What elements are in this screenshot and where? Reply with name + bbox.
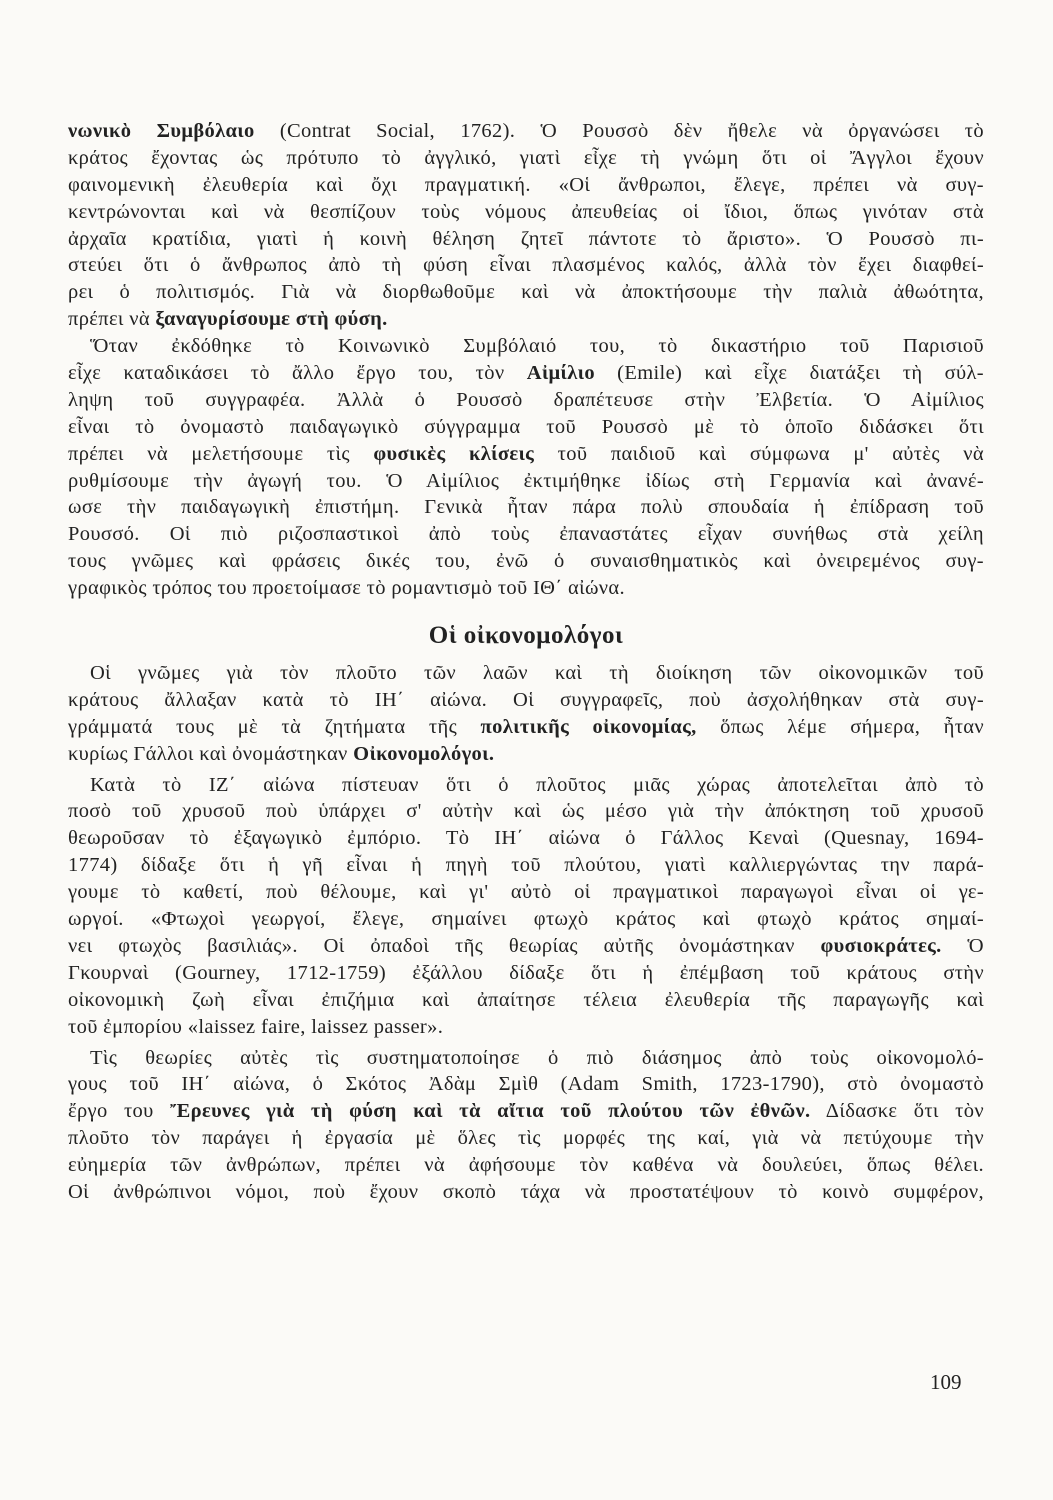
text-span: κυρίως Γάλλοι καὶ ὀνομάστηκαν: [68, 742, 354, 765]
text-span: πρέπει νὰ μελετήσουμε τὶς: [68, 442, 374, 465]
text-line: [68, 987, 984, 1014]
text-span: (Emile) καὶ εἶχε διατάξει τὴ σύλ-: [594, 362, 984, 385]
text-line: [68, 960, 984, 987]
text-span: τοῦ ἐμπορίου «laissez faire, laissez passer».: [68, 1015, 444, 1038]
text-line: [68, 825, 984, 852]
text-span: οἰκονομικὴ ζωὴ εἶναι ἐπιζήμια καὶ ἀπαίτησε τέλεια ἐλευθερία τῆς παραγωγῆς καὶ: [68, 988, 984, 1011]
text-span: Γκουρναὶ (Gourney, 1712-1759) ἐξάλλου δίδαξε ὅτι ἡ ἐπέμβαση τοῦ κράτους στὴν: [68, 961, 984, 984]
text-line: [68, 852, 984, 879]
text-span: φαινομενικὴ ἐλευθερία καὶ ὄχι πραγματική. «Οἱ ἄνθρωποι, ἔλεγε, πρέπει νὰ συγ-: [68, 173, 984, 196]
page-body: [68, 118, 984, 1206]
text-span: (Contrat Social, 1762). Ὁ Ρουσσὸ δὲν ἤθελε νὰ ὀργανώσει τὸ: [254, 120, 984, 142]
text-span: κράτους ἄλλαξαν κατὰ τὸ ΙΗ΄ αἰώνα. Οἱ συγγραφεῖς, ποὺ ἀσχολήθηκαν στὰ συγ-: [68, 688, 984, 711]
text-span: Κατὰ τὸ ΙΖ΄ αἰώνα πίστευαν ὅτι ὁ πλοῦτος μιᾶς χώρας ἀποτελεῖται ἀπὸ τὸ: [90, 773, 984, 796]
page-number: 109: [930, 1370, 962, 1394]
text-span: νει φτωχὸς βασιλιάς». Οἱ ὀπαδοὶ τῆς θεωρίας αὐτῆς ὀνομάστηκαν: [68, 934, 821, 957]
text-line: [68, 387, 984, 414]
text-line: [68, 279, 984, 306]
bold-phrase: Αἰμίλιο: [526, 362, 595, 385]
text-line: [68, 933, 984, 960]
text-line: [68, 687, 984, 714]
text-span: γράμματά τους μὲ τὰ ζητήματα τῆς: [68, 715, 481, 738]
text-span: κεντρώνονται καὶ νὰ θεσπίζουν τοὺς νόμους ἀπευθείας οἱ ἴδιοι, ὅπως γινόταν στὰ: [68, 200, 984, 223]
text-span: Οἱ γνῶμες γιὰ τὸν πλοῦτο τῶν λαῶν καὶ τὴ διοίκηση τῶν οἰκονομικῶν τοῦ: [90, 662, 984, 685]
bold-phrase: πολιτικῆς οἰκονομίας,: [480, 715, 697, 738]
text-span: γους τοῦ ΙΗ΄ αἰώνα, ὁ Σκότος Ἀδὰμ Σμὶθ (Adam Smith, 1723-1790), στὸ ὀνομαστὸ: [68, 1073, 984, 1096]
text-line: [68, 772, 984, 799]
text-line: [68, 548, 984, 575]
bold-phrase: φυσιοκράτες.: [820, 934, 942, 957]
text-span: κράτος ἔχοντας ὡς πρότυπο τὸ ἀγγλικό, γιατὶ εἶχε τὴ γνώμη ὅτι οἱ Ἄγγλοι ἔχουν: [68, 146, 984, 169]
text-span: ἀρχαῖα κρατίδια, γιατὶ ἡ κοινὴ θέληση ζητεῖ πάντοτε τὸ ἄριστο». Ὁ Ρουσσὸ πι-: [68, 227, 984, 250]
text-line: [68, 1152, 984, 1179]
text-line: [68, 306, 984, 333]
text-line: [68, 414, 984, 441]
text-span: πλοῦτο τὸν παράγει ἡ ἐργασία μὲ ὅλες τὶς μορφές της καί, γιὰ νὰ πετύχουμε τὴν: [68, 1127, 984, 1150]
text-line: [68, 199, 984, 226]
bold-phrase: νωνικὸ Συμβόλαιο: [68, 120, 255, 142]
section-heading: Οἱ οἰκονομολόγοι: [428, 622, 624, 650]
text-span: θεωροῦσαν τὸ ἐξαγωγικὸ ἐμπόριο. Τὸ ΙΗ΄ αἰώνα ὁ Γάλλος Κεναὶ (Quesnay, 1694-: [68, 827, 984, 850]
text-span: ὅπως λέμε σήμερα, ἦταν: [696, 715, 985, 738]
text-span: γουμε τὸ καθετί, ποὺ θέλουμε, καὶ γι' αὐτὸ οἱ πραγματικοὶ παραγωγοὶ εἶναι οἱ γε-: [68, 881, 984, 904]
text-span: 1774) δίδαξε ὅτι ἡ γῆ εἶναι ἡ πηγὴ τοῦ πλούτου, γιατὶ καλλιεργώντας την παρά-: [68, 854, 984, 877]
text-span: εἶναι τὸ ὀνομαστὸ παιδαγωγικὸ σύγγραμμα τοῦ Ρουσσὸ μὲ τὸ ὁποῖο διδάσκει ὅτι: [68, 415, 984, 438]
text-line: [68, 1045, 984, 1072]
text-span: τους γνῶμες καὶ φράσεις δικές του, ἐνῶ ὁ συναισθηματικὸς καὶ ὀνειρεμένος συγ-: [68, 550, 984, 573]
text-line: [68, 494, 984, 521]
bold-phrase: Ἔρευνες γιὰ τὴ φύση καὶ τὰ αἴτια τοῦ πλούτου τῶν ἐθνῶν.: [170, 1100, 811, 1123]
text-span: Δίδασκε ὅτι τὸν: [810, 1100, 984, 1123]
text-line: [68, 468, 984, 495]
text-span: ωργοί. «Φτωχοὶ γεωργοί, ἔλεγε, σημαίνει φτωχὸ κράτος καὶ φτωχὸ κράτος σημαί-: [68, 908, 984, 931]
text-span: πρέπει νὰ: [68, 308, 156, 331]
text-line: [68, 226, 984, 253]
text-line: [68, 145, 984, 172]
text-span: Ὁ: [941, 934, 985, 957]
text-line: [68, 575, 984, 602]
bold-phrase: ξαναγυρίσουμε στὴ φύση.: [155, 308, 388, 331]
text-span: ληψη τοῦ συγγραφέα. Ἀλλὰ ὁ Ρουσσὸ δραπέτευσε στὴν Ἐλβετία. Ὁ Αἰμίλιος: [68, 388, 984, 411]
text-line: [68, 521, 984, 548]
text-span: Οἱ ἀνθρώπινοι νόμοι, ποὺ ἔχουν σκοπὸ τάχα νὰ προστατέψουν τὸ κοινὸ συμφέρον,: [68, 1180, 984, 1203]
text-line: [68, 879, 984, 906]
text-span: ωσε τὴν παιδαγωγικὴ ἐπιστήμη. Γενικὰ ἦταν πάρα πολὺ σπουδαία ἡ ἐπίδραση τοῦ: [68, 496, 984, 519]
text-line: [68, 172, 984, 199]
text-line: [68, 1179, 984, 1206]
text-span: στεύει ὅτι ὁ ἄνθρωπος ἀπὸ τὴ φύση εἶναι πλασμένος καλός, ἀλλὰ τὸν ἔχει διαφθεί-: [68, 254, 984, 277]
text-line: [68, 906, 984, 933]
text-span: ἔργο του: [68, 1100, 171, 1123]
text-span: εὐημερία τῶν ἀνθρώπων, πρέπει νὰ ἀφήσουμε τὸν καθένα νὰ δουλεύει, ὅπως θέλει.: [68, 1154, 984, 1177]
text-span: τοῦ παιδιοῦ καὶ σύμφωνα μ' αὐτὲς νὰ: [534, 442, 984, 465]
text-line: [68, 1098, 984, 1125]
text-line: [68, 252, 984, 279]
text-line: [68, 360, 984, 387]
text-line: [68, 798, 984, 825]
text-line: [68, 1125, 984, 1152]
text-span: ρει ὁ πολιτισμός. Γιὰ νὰ διορθωθοῦμε καὶ νὰ ἀποκτήσουμε τὴν παλιὰ ἀθωότητα,: [68, 281, 984, 304]
text-span: γραφικὸς τρόπος του προετοίμασε τὸ ρομαντισμὸ τοῦ ΙΘ΄ αἰώνα.: [68, 577, 625, 600]
text-span: ρυθμίσουμε τὴν ἀγωγή του. Ὁ Αἰμίλιος ἐκτιμήθηκε ἰδίως στὴ Γερμανία καὶ ἀνανέ-: [68, 469, 984, 492]
text-span: Ὅταν ἐκδόθηκε τὸ Κοινωνικὸ Συμβόλαιό του, τὸ δικαστήριο τοῦ Παρισιοῦ: [90, 335, 984, 358]
text-line: [68, 741, 984, 768]
text-line: [68, 1071, 984, 1098]
text-line: [68, 118, 984, 145]
text-span: Τὶς θεωρίες αὐτὲς τὶς συστηματοποίησε ὁ πιὸ διάσημος ἀπὸ τοὺς οἰκονομολό-: [90, 1046, 984, 1069]
text-span: Ρουσσό. Οἱ πιὸ ριζοσπαστικοὶ ἀπὸ τοὺς ἐπαναστάτες εἶχαν συνήθως στὰ χείλη: [68, 523, 984, 546]
text-span: εἶχε καταδικάσει τὸ ἄλλο ἔργο του, τὸν: [68, 362, 527, 385]
text-span: ποσὸ τοῦ χρυσοῦ ποὺ ὑπάρχει σ' αὐτὴν καὶ ὡς μέσο γιὰ τὴν ἀπόκτηση τοῦ χρυσοῦ: [68, 800, 984, 823]
text-line: [68, 660, 984, 687]
text-line: [68, 441, 984, 468]
text-line: [68, 714, 984, 741]
bold-phrase: φυσικὲς κλίσεις: [373, 442, 535, 465]
bold-phrase: Οἰκονομολόγοι.: [353, 742, 495, 765]
text-line: [68, 1014, 984, 1041]
text-line: [68, 333, 984, 360]
